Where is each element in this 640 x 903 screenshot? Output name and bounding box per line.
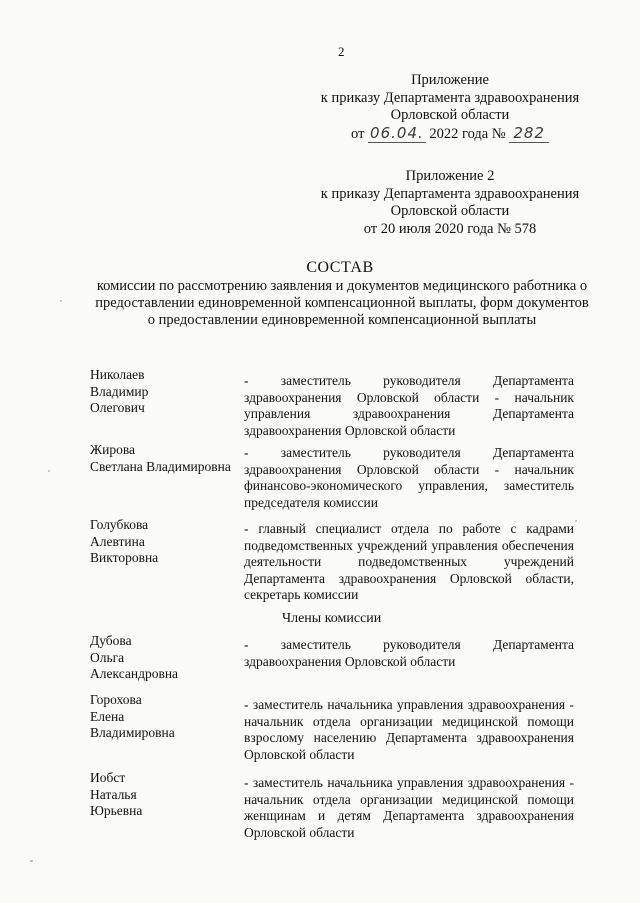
- appendix-2-block: [300, 168, 600, 238]
- appendix-1-handwritten-date: 06.04.: [370, 123, 424, 142]
- person-name: Дубова Ольга Александровна: [90, 633, 179, 681]
- scan-speck: [575, 520, 577, 522]
- person-name: Иобст Наталья Юрьевна: [90, 770, 143, 818]
- person-name: Горохова Елена Владимировна: [90, 692, 175, 740]
- appendix-1-block: [300, 72, 600, 143]
- appendix-1-line-2: к приказу Департамента здравоохранения: [320, 89, 580, 106]
- person-name: Николаев Владимир Олегович: [90, 367, 149, 415]
- appendix-2-line-4: от 20 июля 2020 года № 578: [363, 220, 537, 237]
- person-name: Жирова Светлана Владимировна: [90, 442, 231, 474]
- document-subtitle: комиссии по рассмотрению заявления и документов медицинского работника о предоставлении единовременной компенсационной выплаты, форм документов о предоставлении единовременной компенсационной выплаты: [95, 278, 589, 328]
- appendix-1-title: Приложение: [411, 72, 489, 88]
- appendix-2-title: Приложение 2: [405, 168, 495, 184]
- appendix-2-line-3: Орловской области: [390, 203, 510, 219]
- appendix-1-date-line: [300, 125, 600, 144]
- scan-speck: [48, 470, 50, 472]
- members-heading: Члены комиссии: [282, 611, 382, 626]
- person-role: - заместитель начальника управления здравоохранения - начальник отдела организации медицинской помощи взрослому населению Департамента здравоохранения Орловской области: [244, 697, 574, 762]
- person-role: - заместитель руководителя Департамента здравоохранения Орловской области - начальник финансово-экономического управления, заместитель председателя комиссии: [244, 445, 574, 510]
- page-number: 2: [338, 44, 345, 59]
- person-role: - главный специалист отдела по работе с кадрами подведомственных учреждений управления обеспечения деятельности подведомственных учреждений Департамента здравоохранения Орловской области, секретарь комиссии: [244, 521, 574, 602]
- scan-speck: [30, 860, 33, 862]
- document-title: СОСТАВ: [306, 259, 374, 276]
- person-role: - заместитель руководителя Департамента здравоохранения Орловской области - начальник управления здравоохранения Департамента здравоохранения Орловской области: [244, 373, 574, 438]
- person-role: - заместитель начальника управления здравоохранения - начальник отдела организации медицинской помощи женщинам и детям Департамента здравоохранения Орловской области: [244, 775, 574, 840]
- appendix-1-line-3: Орловской области: [390, 107, 510, 123]
- appendix-1-year: 2022 года №: [429, 125, 506, 142]
- scan-speck: [60, 300, 62, 302]
- person-name: Голубкова Алевтина Викторовна: [90, 517, 159, 565]
- appendix-1-handwritten-number: 282: [509, 124, 549, 143]
- appendix-2-line-2: к приказу Департамента здравоохранения: [320, 185, 580, 202]
- appendix-1-date-prefix: от: [351, 125, 365, 142]
- person-role: - заместитель руководителя Департамента здравоохранения Орловской области: [244, 637, 574, 669]
